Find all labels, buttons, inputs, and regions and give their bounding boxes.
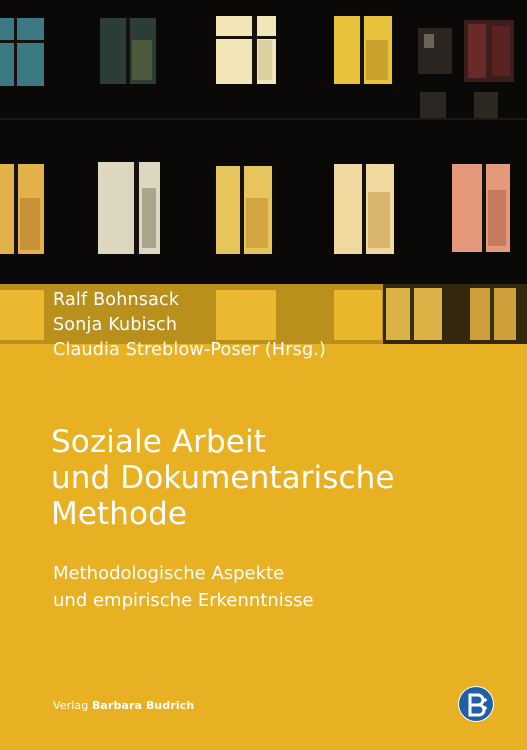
- subtitle-line: und empirische Erkenntnisse: [53, 590, 314, 611]
- window: [98, 162, 160, 254]
- window: [334, 164, 394, 254]
- publisher-name: [53, 699, 194, 712]
- editor-name: Ralf Bohnsack: [53, 290, 180, 310]
- publisher-prefix: Verlag: [53, 699, 92, 712]
- cover-lower-panel: [0, 344, 527, 750]
- window: [452, 164, 510, 252]
- window: [100, 18, 156, 84]
- book-subtitle: [53, 560, 314, 614]
- window: [216, 166, 272, 254]
- editors-list: [53, 288, 326, 363]
- publisher-brand: Barbara Budrich: [91, 699, 195, 712]
- title-line: und Dokumentarische: [51, 460, 395, 496]
- author-band-right: [383, 284, 527, 344]
- title-line: Soziale Arbeit: [51, 424, 266, 460]
- window: [334, 16, 392, 84]
- window: [0, 164, 44, 254]
- title-line: Methode: [51, 496, 188, 532]
- subtitle-line: Methodologische Aspekte: [53, 563, 285, 584]
- window: [0, 18, 44, 86]
- window: [418, 28, 452, 74]
- editor-name: Claudia Streblow-Poser (Hrsg.): [53, 340, 327, 360]
- window: [464, 20, 514, 82]
- budrich-logo-icon: [458, 686, 494, 722]
- book-title: [51, 424, 395, 532]
- window: [420, 92, 446, 120]
- window: [216, 16, 276, 84]
- window: [474, 92, 498, 120]
- floor-line: [0, 118, 527, 120]
- editor-name: Sonja Kubisch: [53, 315, 178, 335]
